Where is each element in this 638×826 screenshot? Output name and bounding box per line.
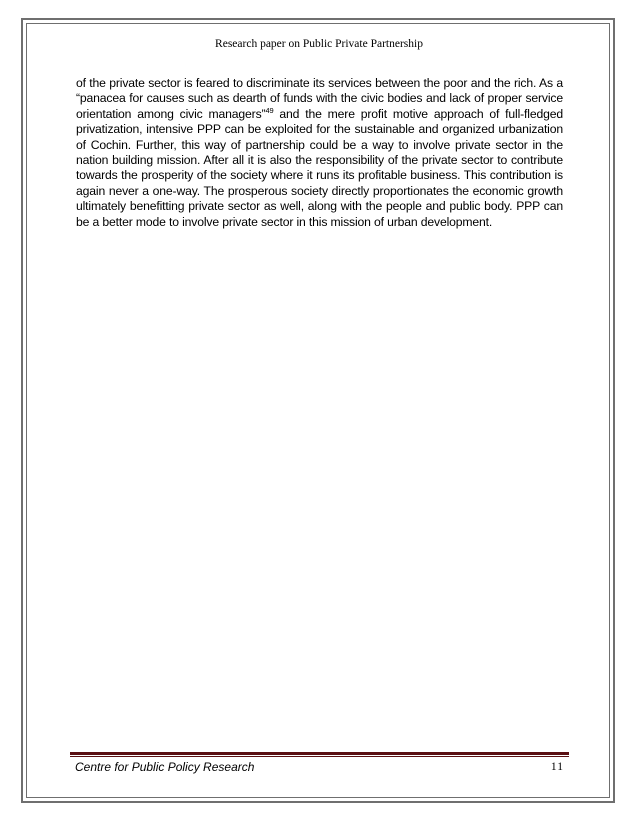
footer-rule-thin	[70, 756, 569, 757]
body-text-part-2: and the mere profit motive approach of full-fledged privatization, intensive PPP can be exploited for the sustainable and organized urbanization of Cochin. Further, this way of partnership could be a way to involve private sector in the nation building mission. After all it is also the responsibility of the private sector to contribute towards the prosperity of the society where it runs its profitable business. This contribution is again never a one-way. The prosperous society directly proportionates the economic growth ultimately benefitting private sector as well, along with the people and public body. PPP can be a better mode to involve private sector in this mission of urban development.	[76, 106, 563, 229]
footnote-reference: 49	[265, 105, 274, 115]
running-header: Research paper on Public Private Partnership	[215, 38, 423, 50]
page-number: 11	[550, 761, 564, 773]
footer-rule	[70, 752, 569, 755]
footer-organization: Centre for Public Policy Research	[75, 760, 255, 774]
body-paragraph	[76, 76, 563, 230]
body-text-part-1: of the private sector is feared to discriminate its services between the poor and the rich. As a “panacea for causes such as dearth of funds with the civic bodies and lack of proper service orientation among civic managers”	[76, 76, 563, 121]
